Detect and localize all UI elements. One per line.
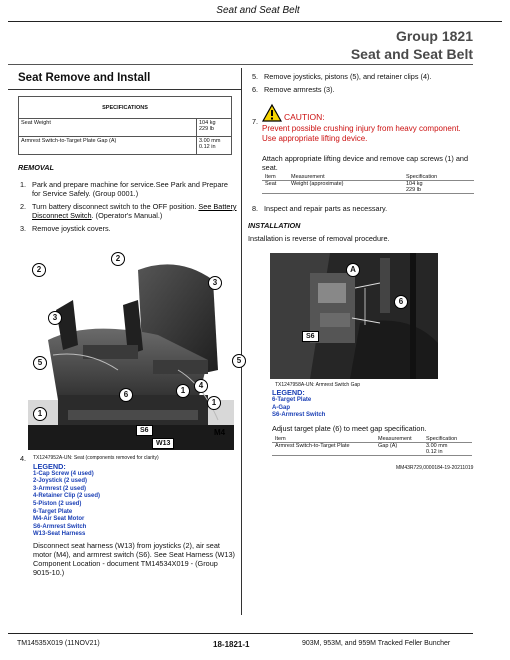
header-divider	[8, 21, 502, 22]
legend-item: S6-Armrest Switch	[272, 412, 326, 419]
callout-3-right: 3	[208, 276, 222, 290]
table-cell: Seat	[262, 181, 288, 194]
specifications-table	[18, 96, 232, 155]
title-divider	[8, 64, 473, 65]
seat-illustration	[28, 250, 234, 450]
step-number: 8.	[252, 204, 259, 213]
battery-disconnect-link[interactable]: See Battery Disconnect Switch	[32, 202, 237, 220]
seat-figure	[28, 250, 242, 450]
legend-item: W13-Seat Harness	[33, 531, 86, 538]
table-cell: Armrest Switch-to-Target Plate	[272, 443, 375, 456]
step-number: 5.	[252, 72, 259, 81]
adjust-text: Adjust target plate (6) to meet gap specification.	[272, 424, 427, 433]
callout-1-mid: 1	[176, 384, 190, 398]
table-cell: Gap (A)	[375, 443, 423, 456]
step-4-text: Disconnect seat harness (W13) from joysticks (2), air seat motor (M4), and armrest switch (S6). See Seat Harness (W13) Component Location - document TM14534X019 - (Group 9015-10.)	[33, 541, 235, 577]
figure-caption-seat: TX1247952A-UN: Seat (components removed for clarity)	[33, 455, 159, 461]
step-8-text: Inspect and repair parts as necessary.	[264, 204, 388, 213]
caution-title: CAUTION:	[284, 112, 325, 122]
step-number: 6.	[252, 85, 259, 94]
footer-page-number: 18-1821-1	[213, 640, 250, 649]
footer-machine-name: 903M, 953M, and 959M Tracked Feller Buncher	[302, 640, 451, 647]
tag-m4: M4	[214, 428, 226, 437]
table-header: Specification	[423, 436, 472, 443]
tag-s6: S6	[136, 425, 153, 436]
table-header: Item	[262, 174, 288, 181]
spec-label-gap: Armrest Switch-to-Target Plate Gap (A)	[19, 137, 197, 155]
column-divider	[241, 68, 242, 615]
seat-weight-table	[262, 174, 474, 194]
procedure-heading-rule	[8, 89, 241, 90]
legend-item: 1-Cap Screw (4 used)	[33, 470, 94, 477]
step-number: 4.	[20, 454, 27, 463]
table-header: Measurement	[375, 436, 423, 443]
step-number: 2.	[20, 202, 27, 211]
spec-label-seat-weight: Seat Weight	[19, 119, 197, 137]
legend-item: 4-Retainer Clip (2 used)	[33, 493, 101, 500]
removal-heading: REMOVAL	[18, 163, 54, 172]
legend-item: 5-Piston (2 used)	[33, 500, 82, 507]
callout-1-left: 1	[33, 407, 47, 421]
tag-w13: W13	[152, 438, 174, 449]
step-number: 3.	[20, 224, 27, 233]
document-reference: MM43R729,0000184-19-20211019	[396, 465, 474, 471]
running-header: Seat and Seat Belt	[216, 5, 300, 16]
legend-item: 3-Armrest (2 used)	[33, 485, 87, 492]
table-cell: 3.00 mm 0.12 in	[423, 443, 472, 456]
step-3-text: Remove joystick covers.	[32, 224, 111, 233]
tag-s6-armrest: S6	[302, 331, 319, 342]
spec-value-seat-weight: 104 kg 229 lb	[197, 119, 232, 137]
table-header: Item	[272, 436, 375, 443]
callout-2-left: 2	[32, 263, 46, 277]
step-2-text: Turn battery disconnect switch to the OFF position. See Battery Disconnect Switch. (Operator's Manual.)	[32, 202, 237, 220]
step-7-text: Attach appropriate lifting device and remove cap screws (1) and seat.	[262, 154, 469, 172]
step-5-text: Remove joysticks, pistons (5), and retainer clips (4).	[264, 72, 432, 81]
group-number: Group 1821	[395, 28, 473, 44]
spec-value-gap: 3.00 mm 0.12 in	[197, 137, 232, 155]
legend-title: LEGEND:	[33, 462, 66, 471]
armrest-switch-figure	[270, 253, 438, 379]
gap-spec-table	[272, 436, 472, 456]
callout-3: 3	[48, 311, 62, 325]
specifications-title: SPECIFICATIONS	[19, 97, 232, 119]
table-header: Measurement	[288, 174, 403, 181]
legend-item: 2-Joystick (2 used)	[33, 478, 88, 485]
caution-text: Prevent possible crushing injury from heavy component. Use appropriate lifting device.	[262, 124, 461, 143]
armrest-legend	[272, 389, 325, 420]
installation-text: Installation is reverse of removal procedure.	[248, 234, 390, 243]
callout-4: 4	[194, 379, 208, 393]
callout-6-armrest: 6	[394, 295, 408, 309]
installation-heading: INSTALLATION	[248, 221, 301, 230]
legend-title: LEGEND:	[272, 388, 305, 397]
legend-item: M4-Air Seat Motor	[33, 516, 85, 523]
callout-2-right: 2	[111, 252, 125, 266]
legend-item: 6-Target Plate	[33, 508, 73, 515]
step-number: 7.	[252, 117, 259, 126]
procedure-heading: Seat Remove and Install	[18, 72, 151, 84]
table-header: Specification	[403, 174, 474, 181]
legend-item: S6-Armrest Switch	[33, 523, 87, 530]
callout-5-right: 5	[232, 354, 246, 368]
step-6-text: Remove armrests (3).	[264, 85, 335, 94]
seat-legend	[33, 463, 100, 539]
step-1-text: Park and prepare machine for service.See Park and Prepare for Service Safely. (Group 0001.)	[32, 180, 228, 198]
footer-divider	[8, 633, 473, 634]
figure-caption-armrest: TX1247958A-UN: Armrest Switch Gap	[275, 382, 361, 388]
callout-5: 5	[33, 356, 47, 370]
callout-1-right: 1	[207, 396, 221, 410]
table-cell: Weight (approximate)	[288, 181, 403, 194]
caution-triangle-icon	[262, 104, 282, 122]
footer-manual-id: TM14535X019 (11NOV21)	[17, 640, 100, 647]
section-title: Seat and Seat Belt	[350, 46, 473, 62]
table-cell: 104 kg 229 lb	[403, 181, 474, 194]
legend-item: 6-Target Plate	[272, 396, 312, 403]
legend-item: A-Gap	[272, 404, 290, 411]
callout-a: A	[346, 263, 360, 277]
step-number: 1.	[20, 180, 27, 189]
callout-6: 6	[119, 388, 133, 402]
